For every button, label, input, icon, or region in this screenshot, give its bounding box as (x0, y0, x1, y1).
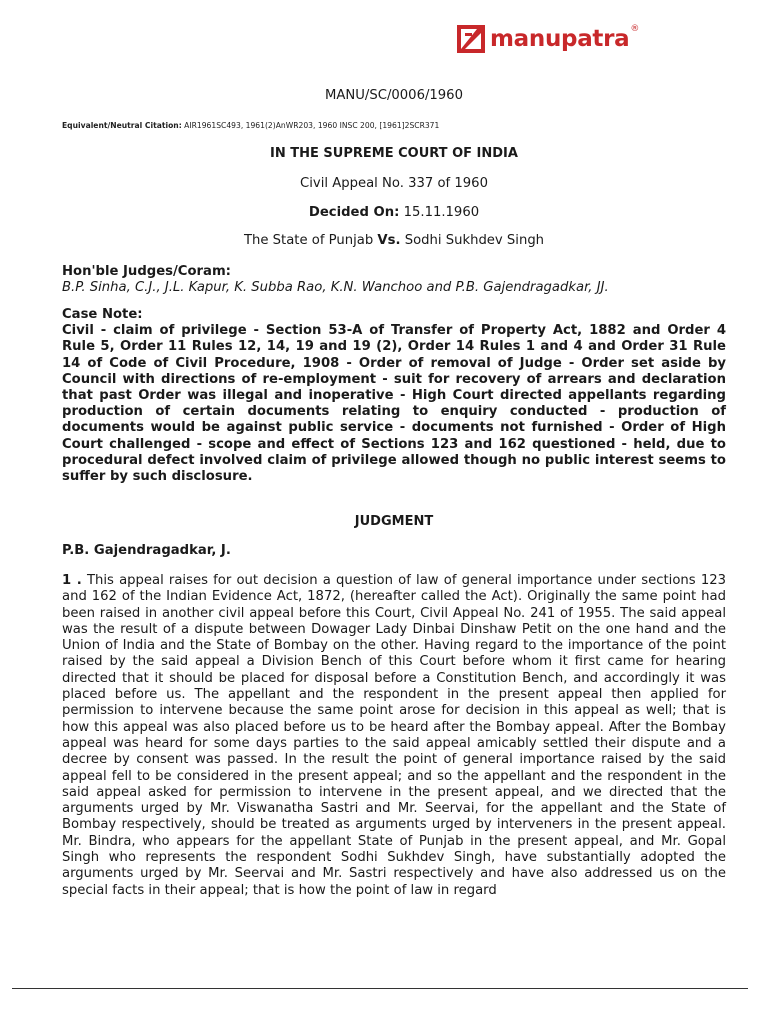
judges-heading: Hon'ble Judges/Coram: (62, 264, 231, 279)
appeal-number: Civil Appeal No. 337 of 1960 (300, 176, 488, 191)
manupatra-logo (456, 22, 656, 56)
party-appellant: The State of Punjab (243, 233, 378, 248)
judges-section (62, 264, 726, 296)
party-respondent: Sodhi Sukhdev Singh (400, 233, 545, 248)
court-name: IN THE SUPREME COURT OF INDIA (270, 146, 518, 161)
citation: MANU/SC/0006/1960 (325, 88, 463, 103)
versus: Vs. (377, 233, 401, 248)
brand-name: manupatra (490, 26, 630, 52)
manupatra-logo-icon (456, 24, 486, 54)
footer-divider (12, 988, 748, 989)
equivalent-citation-label: Equivalent/Neutral Citation: (62, 121, 182, 130)
judges-names: B.P. Sinha, C.J., J.L. Kapur, K. Subba Rao, K.N. Wanchoo and P.B. Gajendragadkar, JJ. (62, 280, 609, 296)
case-note-section (62, 307, 726, 485)
paragraph-1 (62, 573, 726, 899)
parties (62, 233, 726, 248)
judgment-author: P.B. Gajendragadkar, J. (62, 543, 231, 558)
decided-label: Decided On: (308, 205, 400, 220)
equivalent-citation-value: AIR1961SC493, 1961(2)AnWR203, 1960 INSC 200, [1961]2SCR371 (181, 121, 440, 130)
registered-mark: ® (630, 24, 640, 34)
paragraph-number: 1 . (62, 573, 82, 588)
equivalent-citation (62, 121, 726, 130)
paragraph-text: This appeal raises for out decision a question of law of general importance under sections 123 and 162 of the Indian Evidence Act, 1872, (hereafter called the Act). Originally the same point had been raised in another civil appeal before this Court, Civil Appeal No. 241 of 1955. The said appeal was the result of a dispute between Dowager Lady Dinbai Dinshaw Petit on the one hand and the Union of India and the State of Bombay on the other. Having regard to the importance of the point raised by the said appeal a Division Bench of this Court before whom it first came for hearing directed that it should be placed for disposal before a Constitution Bench, and accordingly it was placed before us. The appellant and the respondent in the present appeal then applied for permission to intervene because the same point arose for decision in this appeal as well; that is how this appeal was also placed before us to be heard after the Bombay appeal. After the Bombay appeal was heard for some days parties to the said appeal amicably settled their dispute and a decree by consent was passed. In the result the point of general importance raised by the said appeal fell to be considered in the present appeal; and so the appellant and the respondent in the said appeal asked for permission to intervene in the present appeal, and we directed that the arguments urged by Mr. Viswanatha Sastri and Mr. Seervai, for the appellant and the State of Bombay respectively, should be treated as arguments urged by interveners in the present appeal. Mr. Bindra, who appears for the appellant State of Punjab in the present appeal, and Mr. Gopal Singh who represents the respondent Sodhi Sukhdev Singh, have substantially adopted the arguments urged by Mr. Seervai and Mr. Sastri respectively and have also addressed us on the special facts in their appeal; that is how the point of law in regard (62, 573, 726, 898)
case-note-body: Civil - claim of privilege - Section 53-A of Transfer of Property Act, 1882 and Order 4 Rule 5, Order 11 Rules 12, 14, 19 and 19 (2), Order 14 Rules 1 and 4 and Order 31 Rule 14 of Code of Civil Procedure, 1908 - Order of removal of Judge - Order set aside by Council with directions of re-employment - suit for recovery of arrears and declaration that past Order was illegal and inoperative - High Court directed appellants regarding production of certain documents relating to enquiry conducted - production of documents would be against public service - documents not furnished - Order of High Court challenged - scope and effect of Sections 123 and 162 questioned - held, due to procedural defect involved claim of privilege allowed though no public interest seems to suffer by such disclosure. (62, 323, 726, 485)
judgment-heading: JUDGMENT (354, 514, 434, 529)
decided-date: 15.11.1960 (399, 205, 480, 220)
decided-on (62, 205, 726, 220)
case-note-heading: Case Note: (62, 307, 143, 322)
